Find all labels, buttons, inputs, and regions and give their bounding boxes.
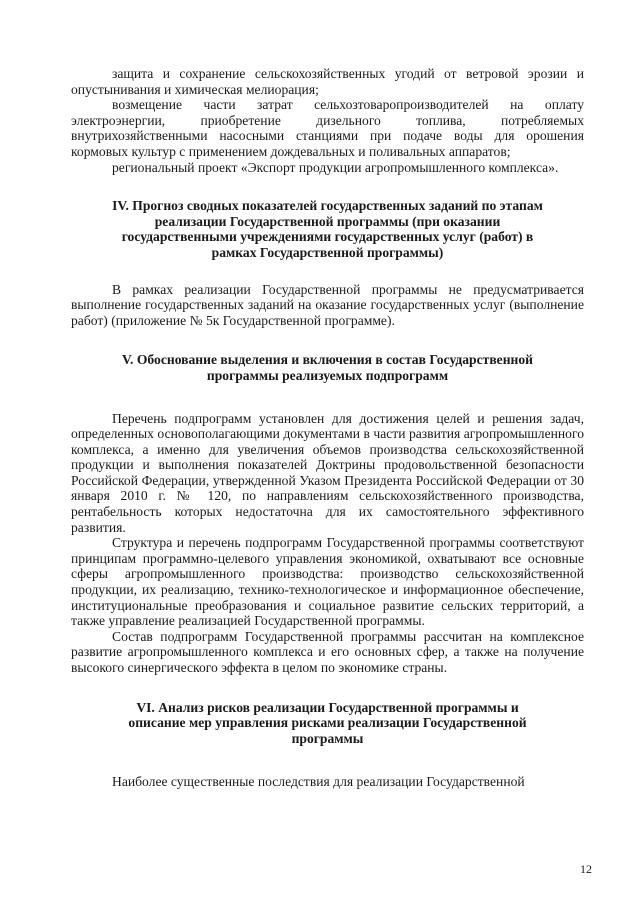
intro-item-3: региональный проект «Экспорт продукции агропромышленного комплекса». (112, 159, 559, 175)
section-4-title: IV. Прогноз сводных показателей государственных заданий по этапам реализации Государственной программы (при оказании государственными учреждениями государственных услуг (работ) в рамках Государственной программы) (112, 198, 543, 260)
intro-item-1: защита и сохранение сельскохозяйственных угодий от ветровой эрозии и опустынивания и химическая мелиорация; (71, 66, 584, 97)
section-5-title: V. Обоснование выделения и включения в состав Государственной программы реализуемых подпрограмм (121, 352, 533, 383)
section-5-paragraph-3: Состав подпрограмм Государственной программы рассчитан на комплексное развитие агропромышленного комплекса и его основных сфер, а также на получение высокого синергического эффекта в целом по экономике страны. (71, 628, 584, 675)
intro-item-2: возмещение части затрат сельхозтоваропроизводителей на оплату электроэнергии, приобретение дизельного топлива, потребляемых внутрихозяйственными насосными станциями при подаче воды для орошения кормовых культур с применением дождевальных и поливальных аппаратов; (71, 97, 584, 159)
section-4-paragraph-1: В рамках реализации Государственной программы не предусматривается выполнение государственных заданий на оказание государственных услуг (выполнение работ) (приложение № 5к Государственной программе). (71, 281, 584, 328)
section-5-paragraph-2: Структура и перечень подпрограмм Государственной программы соответствуют принципам программно-целевого управления экономикой, охватывают все основные сферы агропромышленного производства: производство сельскохозяйственной продукции, их реализацию, технико-технологическое и информационное обеспечение, институциональные преобразования и социальное развитие сельских территорий, а также управление реализацией Государственной программы. (71, 535, 584, 629)
section-6-title: VI. Анализ рисков реализации Государственной программы и описание мер управления рисками реализации Государственной программы (128, 699, 527, 746)
section-5-paragraph-1: Перечень подпрограмм установлен для достижения целей и решения задач, определенных основополагающими документами в части развития агропромышленного комплекса, а именно для увеличения объемов производства сельскохозяйственной продукции и выполнения показателей Доктрины продовольственной безопасности Российской Федерации, утвержденной Указом Президента Российской Федерации от 30 января 2010 г. № 120, по направлениям сельскохозяйственного производства, рентабельность которых недостаточна для их самостоятельного эффективного развития. (71, 410, 584, 535)
section-6-paragraph-1: Наиболее существенные последствия для реализации Государственной (112, 774, 525, 790)
page-number: 12 (580, 862, 592, 876)
